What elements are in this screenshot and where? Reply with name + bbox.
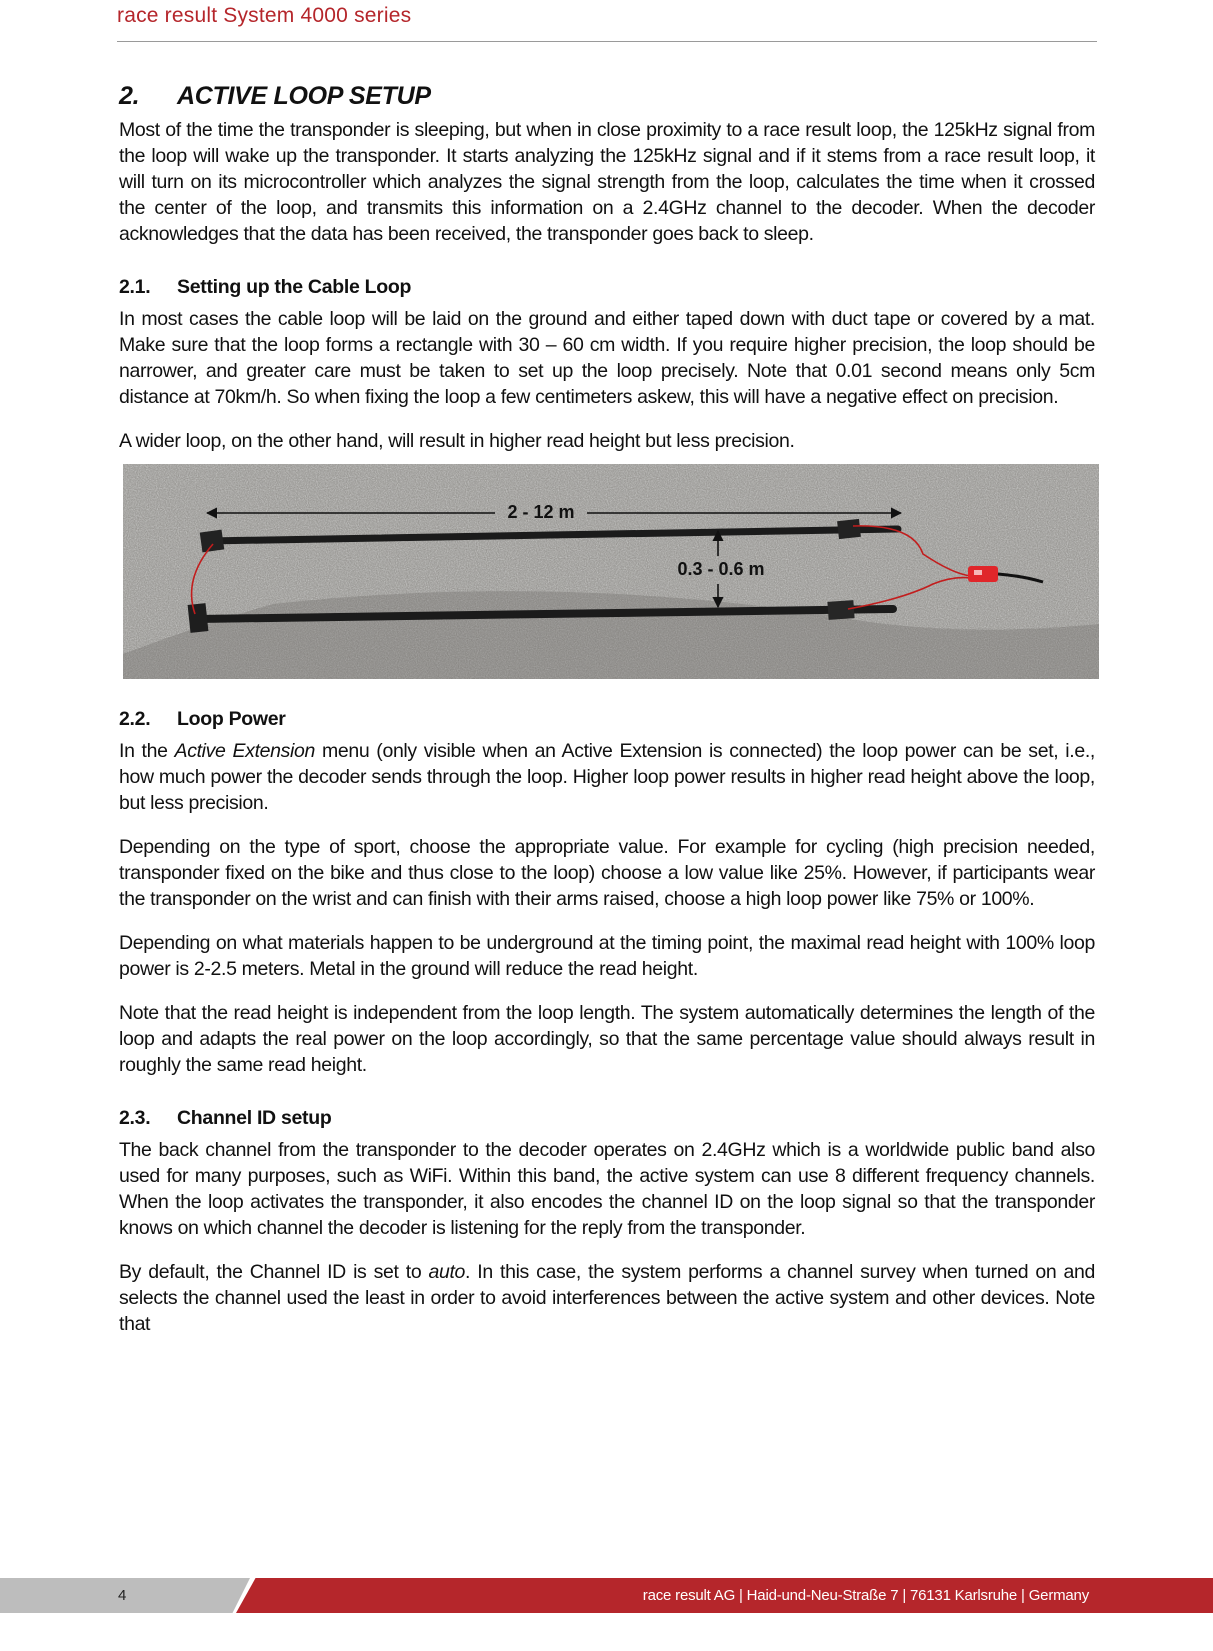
auto-value-emphasis: auto: [428, 1261, 466, 1283]
page-content: [119, 82, 1095, 1337]
running-header: race result System 4000 series: [117, 4, 412, 27]
active-extension-device: [968, 566, 998, 582]
subsection-number: 2.2.: [119, 708, 151, 730]
width-dimension-label: 0.3 - 0.6 m: [677, 559, 765, 579]
cable-loop-paragraph-2: A wider loop, on the other hand, will result in higher read height but less precision.: [119, 430, 795, 452]
subsection-heading-cable-loop: [119, 276, 1095, 299]
loop-power-paragraph-1: [119, 738, 1095, 816]
loop-power-paragraph-4: Note that the read height is independent from the loop length. The system automatically determines the length of the loop and adapts the real power on the loop accordingly, so that the same percentage value should always result in roughly the same read height.: [119, 1002, 1095, 1076]
loop-power-paragraph-2: Depending on the type of sport, choose the appropriate value. For example for cycling (high precision needed, transponder fixed on the bike and thus close to the loop) choose a low value like 25%. However, if participants wear the transponder on the wrist and can finish with their arms raised, choose a high loop power like 75% or 100%.: [119, 836, 1095, 910]
text-run: . In this case, the system performs a channel survey when turned on and selects the channel used the least in order to avoid interferences between the active system and other devices. Note that: [119, 1261, 1096, 1335]
header-divider: [117, 41, 1097, 42]
subsection-title: Channel ID setup: [177, 1107, 332, 1129]
subsection-title: Setting up the Cable Loop: [177, 276, 412, 298]
subsection-heading-channel-id: [119, 1107, 1095, 1130]
channel-id-paragraph-2: [119, 1259, 1095, 1337]
loop-setup-photo: [123, 464, 1099, 679]
cable-loop-paragraph-1: In most cases the cable loop will be laid on the ground and either taped down with duct tape or covered by a mat. Make sure that the loop forms a rectangle with 30 – 60 cm width. If you require higher precision, the loop should be narrower, and greater care must be taken to set up the loop precisely. Note that 0.01 second means only 5cm distance at 70km/h. So when fixing the loop a few centimeters askew, this will have a negative effect on precision.: [119, 308, 1095, 408]
text-run: By default, the Channel ID is set to: [119, 1261, 429, 1283]
section-heading: [119, 82, 1095, 111]
length-dimension-label: 2 - 12 m: [507, 502, 575, 522]
section-number: 2.: [119, 82, 140, 110]
channel-id-paragraph-1: The back channel from the transponder to the decoder operates on 2.4GHz which is a worldwide public band also used for many purposes, such as WiFi. Within this band, the active system can use 8 different frequency channels. When the loop activates the transponder, it also encodes the channel ID on the loop signal so that the transponder knows on which channel the decoder is listening for the reply from the transponder.: [119, 1139, 1095, 1239]
menu-name-emphasis: Active Extension: [174, 740, 315, 762]
subsection-number: 2.1.: [119, 276, 151, 298]
loop-power-paragraph-3: Depending on what materials happen to be underground at the timing point, the maximal read height with 100% loop power is 2-2.5 meters. Metal in the ground will reduce the read height.: [119, 932, 1095, 980]
subsection-title: Loop Power: [177, 708, 286, 730]
section-title: ACTIVE LOOP SETUP: [177, 82, 431, 110]
footer-address: race result AG | Haid-und-Neu-Straße 7 | 76131 Karlsruhe | Germany: [642, 1587, 1089, 1604]
text-run: In the: [119, 740, 175, 762]
page-number: 4: [118, 1587, 127, 1604]
text-run: menu (only visible when an Active Extension is connected) the loop power can be set, i.e., how much power the decoder sends through the loop. Higher loop power results in higher read height above the loop, but less precision.: [119, 740, 1095, 814]
subsection-heading-loop-power: [119, 708, 1095, 731]
subsection-number: 2.3.: [119, 1107, 151, 1129]
section-intro: Most of the time the transponder is sleeping, but when in close proximity to a race result loop, the 125kHz signal from the loop will wake up the transponder. It starts analyzing the 125kHz signal and if it stems from a race result loop, it will turn on its microcontroller which analyzes the signal strength from the loop, calculates the time when it crossed the center of the loop, and transmits this information on a 2.4GHz channel to the decoder. When the decoder acknowledges that the data has been received, the transponder goes back to sleep.: [119, 119, 1095, 245]
